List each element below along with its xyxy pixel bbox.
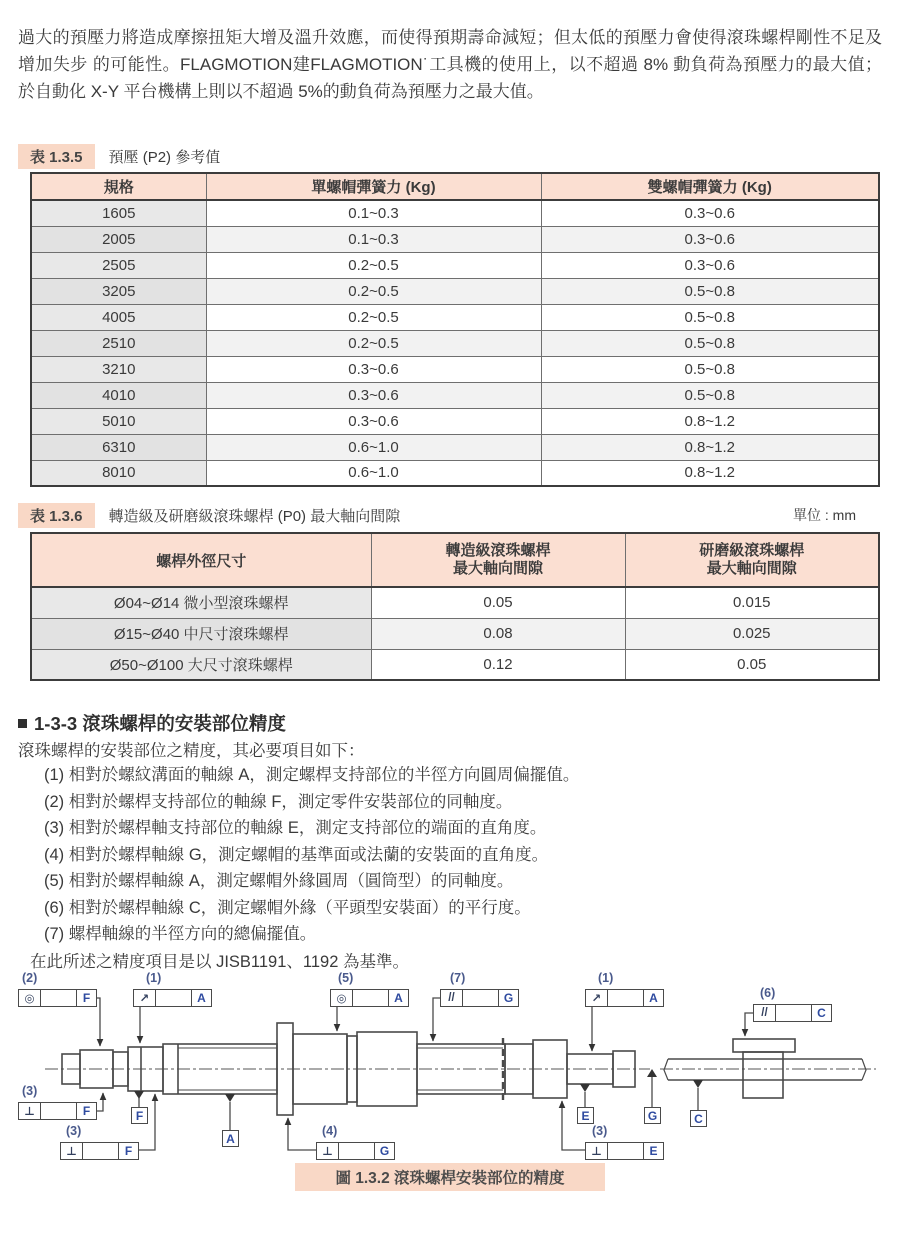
- cell: 3205: [31, 278, 206, 304]
- list-item: (7) 螺桿軸線的半徑方向的總偏擺值。: [44, 925, 317, 943]
- feature-control-frame-runout: [133, 989, 212, 1007]
- cell: 4005: [31, 304, 206, 330]
- table-row: [31, 200, 879, 226]
- unit-label: 單位 : mm: [793, 507, 856, 523]
- table-row: [31, 434, 879, 460]
- datum-box-G: G: [644, 1107, 661, 1124]
- cell: 6310: [31, 434, 206, 460]
- tolerance-cell: [40, 990, 76, 1006]
- header-line: 轉造級滾珠螺桿: [445, 542, 551, 559]
- col-header-spec: 規格: [31, 173, 206, 200]
- ballscrew-precision-diagram: [0, 962, 900, 1162]
- table-row: [31, 304, 879, 330]
- table136-caption: [18, 503, 878, 528]
- cell: 0.1~0.3: [206, 226, 541, 252]
- feature-control-frame-parallelism: [753, 1004, 832, 1022]
- table-row: [31, 278, 879, 304]
- cell: 0.8~1.2: [541, 434, 879, 460]
- precision-items-list: [44, 762, 864, 948]
- callout-number: (2): [22, 971, 38, 985]
- callout-number: (3): [592, 1124, 608, 1138]
- cell: 0.5~0.8: [541, 382, 879, 408]
- callout-number: (1): [598, 971, 614, 985]
- table-row: [31, 618, 879, 649]
- circular-runout-icon: ↗: [139, 993, 150, 1005]
- cell: 2505: [31, 252, 206, 278]
- figure-caption: 圖 1.3.2 滾珠螺桿安裝部位的精度: [295, 1163, 604, 1191]
- cell: 0.08: [371, 618, 625, 649]
- table-row: [31, 252, 879, 278]
- cell: 0.8~1.2: [541, 408, 879, 434]
- cell: 0.1~0.3: [206, 200, 541, 226]
- table-row: [31, 226, 879, 252]
- datum-ref: A: [643, 990, 663, 1006]
- preload-reference-table: [30, 172, 880, 487]
- total-runout-icon: //: [448, 992, 455, 1004]
- tolerance-cell: [607, 990, 643, 1006]
- feature-control-frame-perpendicularity: [316, 1142, 395, 1160]
- feature-control-frame-perpendicularity: [585, 1142, 664, 1160]
- callout-number: (1): [146, 971, 162, 985]
- tolerance-cell: [82, 1143, 118, 1159]
- table-row: [31, 408, 879, 434]
- cell: 0.3~0.6: [206, 382, 541, 408]
- header-line: 最大軸向間隙: [706, 560, 797, 577]
- cell: 0.5~0.8: [541, 330, 879, 356]
- cell: 0.05: [625, 649, 879, 680]
- cell: 0.3~0.6: [206, 408, 541, 434]
- tolerance-cell: [352, 990, 388, 1006]
- feature-control-frame-runout: [585, 989, 664, 1007]
- cell: 1605: [31, 200, 206, 226]
- cell: 3210: [31, 356, 206, 382]
- cell: 0.5~0.8: [541, 304, 879, 330]
- cell: 4010: [31, 382, 206, 408]
- feature-control-frame-total-runout: [440, 989, 519, 1007]
- cell: 0.2~0.5: [206, 278, 541, 304]
- header-line: 最大軸向間隙: [452, 560, 543, 577]
- list-item: (6) 相對於螺桿軸線 C，測定螺帽外緣（平頭型安裝面）的平行度。: [44, 898, 531, 917]
- cell: 0.2~0.5: [206, 252, 541, 278]
- feature-control-frame-concentricity: [18, 989, 97, 1007]
- datum-ref: F: [76, 990, 96, 1006]
- tolerance-cell: [40, 1103, 76, 1119]
- cell: 0.3~0.6: [541, 200, 879, 226]
- perpendicularity-icon: ⊥: [591, 1146, 602, 1158]
- callout-number: (6): [760, 986, 776, 1000]
- datum-ref: A: [388, 990, 408, 1006]
- cell: Ø04~Ø14 微小型滾珠螺桿: [31, 587, 371, 618]
- concentricity-icon: ◎: [336, 993, 347, 1005]
- perpendicularity-icon: ⊥: [322, 1146, 333, 1158]
- tolerance-cell: [155, 990, 191, 1006]
- callout-number: (4): [322, 1124, 338, 1138]
- table-row: [31, 649, 879, 680]
- cell: 0.3~0.6: [541, 226, 879, 252]
- cell: 0.12: [371, 649, 625, 680]
- table136-tag: 表 1.3.6: [18, 503, 95, 528]
- cell: 0.8~1.2: [541, 460, 879, 486]
- datum-ref: E: [643, 1143, 663, 1159]
- list-item: (1) 相對於螺紋溝面的軸線 A，測定螺桿支持部位的半徑方向圓周偏擺值。: [44, 766, 580, 784]
- datum-ref: G: [374, 1143, 394, 1159]
- cell: Ø15~Ø40 中尺寸滾珠螺桿: [31, 618, 371, 649]
- cell: 5010: [31, 408, 206, 434]
- circular-runout-icon: ↗: [591, 993, 602, 1005]
- tolerance-cell: [775, 1005, 811, 1021]
- cell: 0.2~0.5: [206, 330, 541, 356]
- tolerance-cell: [338, 1143, 374, 1159]
- cell: 0.2~0.5: [206, 304, 541, 330]
- list-item: (5) 相對於螺桿軸線 A，測定螺帽外緣圓周（圓筒型）的同軸度。: [44, 872, 514, 890]
- table136-title: 轉造級及研磨級滾珠螺桿 (P0) 最大軸向間隙: [108, 508, 401, 525]
- cell: 0.5~0.8: [541, 356, 879, 382]
- cell: 0.015: [625, 587, 879, 618]
- col-header-rolled: [371, 533, 625, 587]
- col-header-single-nut: 單螺帽彈簧力 (Kg): [206, 173, 541, 200]
- table-row: [31, 587, 879, 618]
- feature-control-frame-perpendicularity: [60, 1142, 139, 1160]
- cell: 2510: [31, 330, 206, 356]
- section-footer: 在此所述之精度項目是以 JISB1191、1192 為基準。: [30, 953, 409, 971]
- perpendicularity-icon: ⊥: [66, 1146, 77, 1158]
- cell: 0.6~1.0: [206, 434, 541, 460]
- square-bullet-icon: [18, 719, 27, 728]
- table135-title: 預壓 (P2) 參考值: [108, 149, 221, 166]
- intro-paragraph: 過大的預壓力將造成摩擦扭矩大增及溫升效應，而使得預期壽命減短；但太低的預壓力會使得滾珠螺桿剛性不足及增加失步 的可能性。FLAGMOTION建FLAGMOTION˙工具機的使用上，以不超過 8% 動負荷為預壓力的最大值；於自動化 X-Y 平台機構上則以不超過 5%的動負荷為預壓力之最大值。: [18, 28, 882, 101]
- section-heading-text: 1-3-3 滾珠螺桿的安裝部位精度: [34, 713, 286, 734]
- table-row: [31, 356, 879, 382]
- cell: 0.3~0.6: [206, 356, 541, 382]
- col-header-ground: [625, 533, 879, 587]
- section-lead: 滾珠螺桿的安裝部位之精度，其必要項目如下：: [18, 742, 365, 760]
- callout-number: (7): [450, 971, 466, 985]
- datum-ref: A: [191, 990, 211, 1006]
- perpendicularity-icon: ⊥: [24, 1106, 35, 1118]
- datum-box-A: A: [222, 1130, 239, 1147]
- datum-box-E: E: [577, 1107, 594, 1124]
- datum-ref: C: [811, 1005, 831, 1021]
- callout-number: (5): [338, 971, 354, 985]
- datum-box-F: F: [131, 1107, 148, 1124]
- cell: Ø50~Ø100 大尺寸滾珠螺桿: [31, 649, 371, 680]
- callout-number: (3): [66, 1124, 82, 1138]
- cell: 0.05: [371, 587, 625, 618]
- feature-control-frame-concentricity: [330, 989, 409, 1007]
- feature-control-frame-perpendicularity: [18, 1102, 97, 1120]
- cell: 0.025: [625, 618, 879, 649]
- header-line: 研磨級滾珠螺桿: [699, 542, 805, 559]
- col-header-double-nut: 雙螺帽彈簧力 (Kg): [541, 173, 879, 200]
- list-item: (4) 相對於螺桿軸線 G，測定螺帽的基準面或法蘭的安裝面的直角度。: [44, 845, 549, 864]
- concentricity-icon: ◎: [24, 993, 35, 1005]
- cell: 2005: [31, 226, 206, 252]
- datum-ref: G: [498, 990, 518, 1006]
- list-item: (2) 相對於螺桿支持部位的軸線 F，測定零件安裝部位的同軸度。: [44, 792, 513, 811]
- datum-ref: F: [76, 1103, 96, 1119]
- table-row: [31, 382, 879, 408]
- cell: 0.5~0.8: [541, 278, 879, 304]
- col-header-diameter: 螺桿外徑尺寸: [31, 533, 371, 587]
- datum-box-C: C: [690, 1110, 707, 1127]
- table-header-row: [31, 533, 879, 587]
- table135-caption: [18, 144, 220, 169]
- table-row: [31, 460, 879, 486]
- table135-tag: 表 1.3.5: [18, 144, 95, 169]
- tolerance-cell: [462, 990, 498, 1006]
- cell: 0.6~1.0: [206, 460, 541, 486]
- cell: 0.3~0.6: [541, 252, 879, 278]
- tolerance-cell: [607, 1143, 643, 1159]
- parallelism-icon: //: [761, 1007, 768, 1019]
- section-heading: [18, 710, 286, 736]
- callout-number: (3): [22, 1084, 38, 1098]
- cell: 8010: [31, 460, 206, 486]
- axial-play-table: [30, 532, 880, 681]
- list-item: (3) 相對於螺桿軸支持部位的軸線 E，測定支持部位的端面的直角度。: [44, 819, 547, 837]
- figure-caption-row: [0, 1163, 900, 1191]
- datum-ref: F: [118, 1143, 138, 1159]
- table-header-row: [31, 173, 879, 200]
- table-row: [31, 330, 879, 356]
